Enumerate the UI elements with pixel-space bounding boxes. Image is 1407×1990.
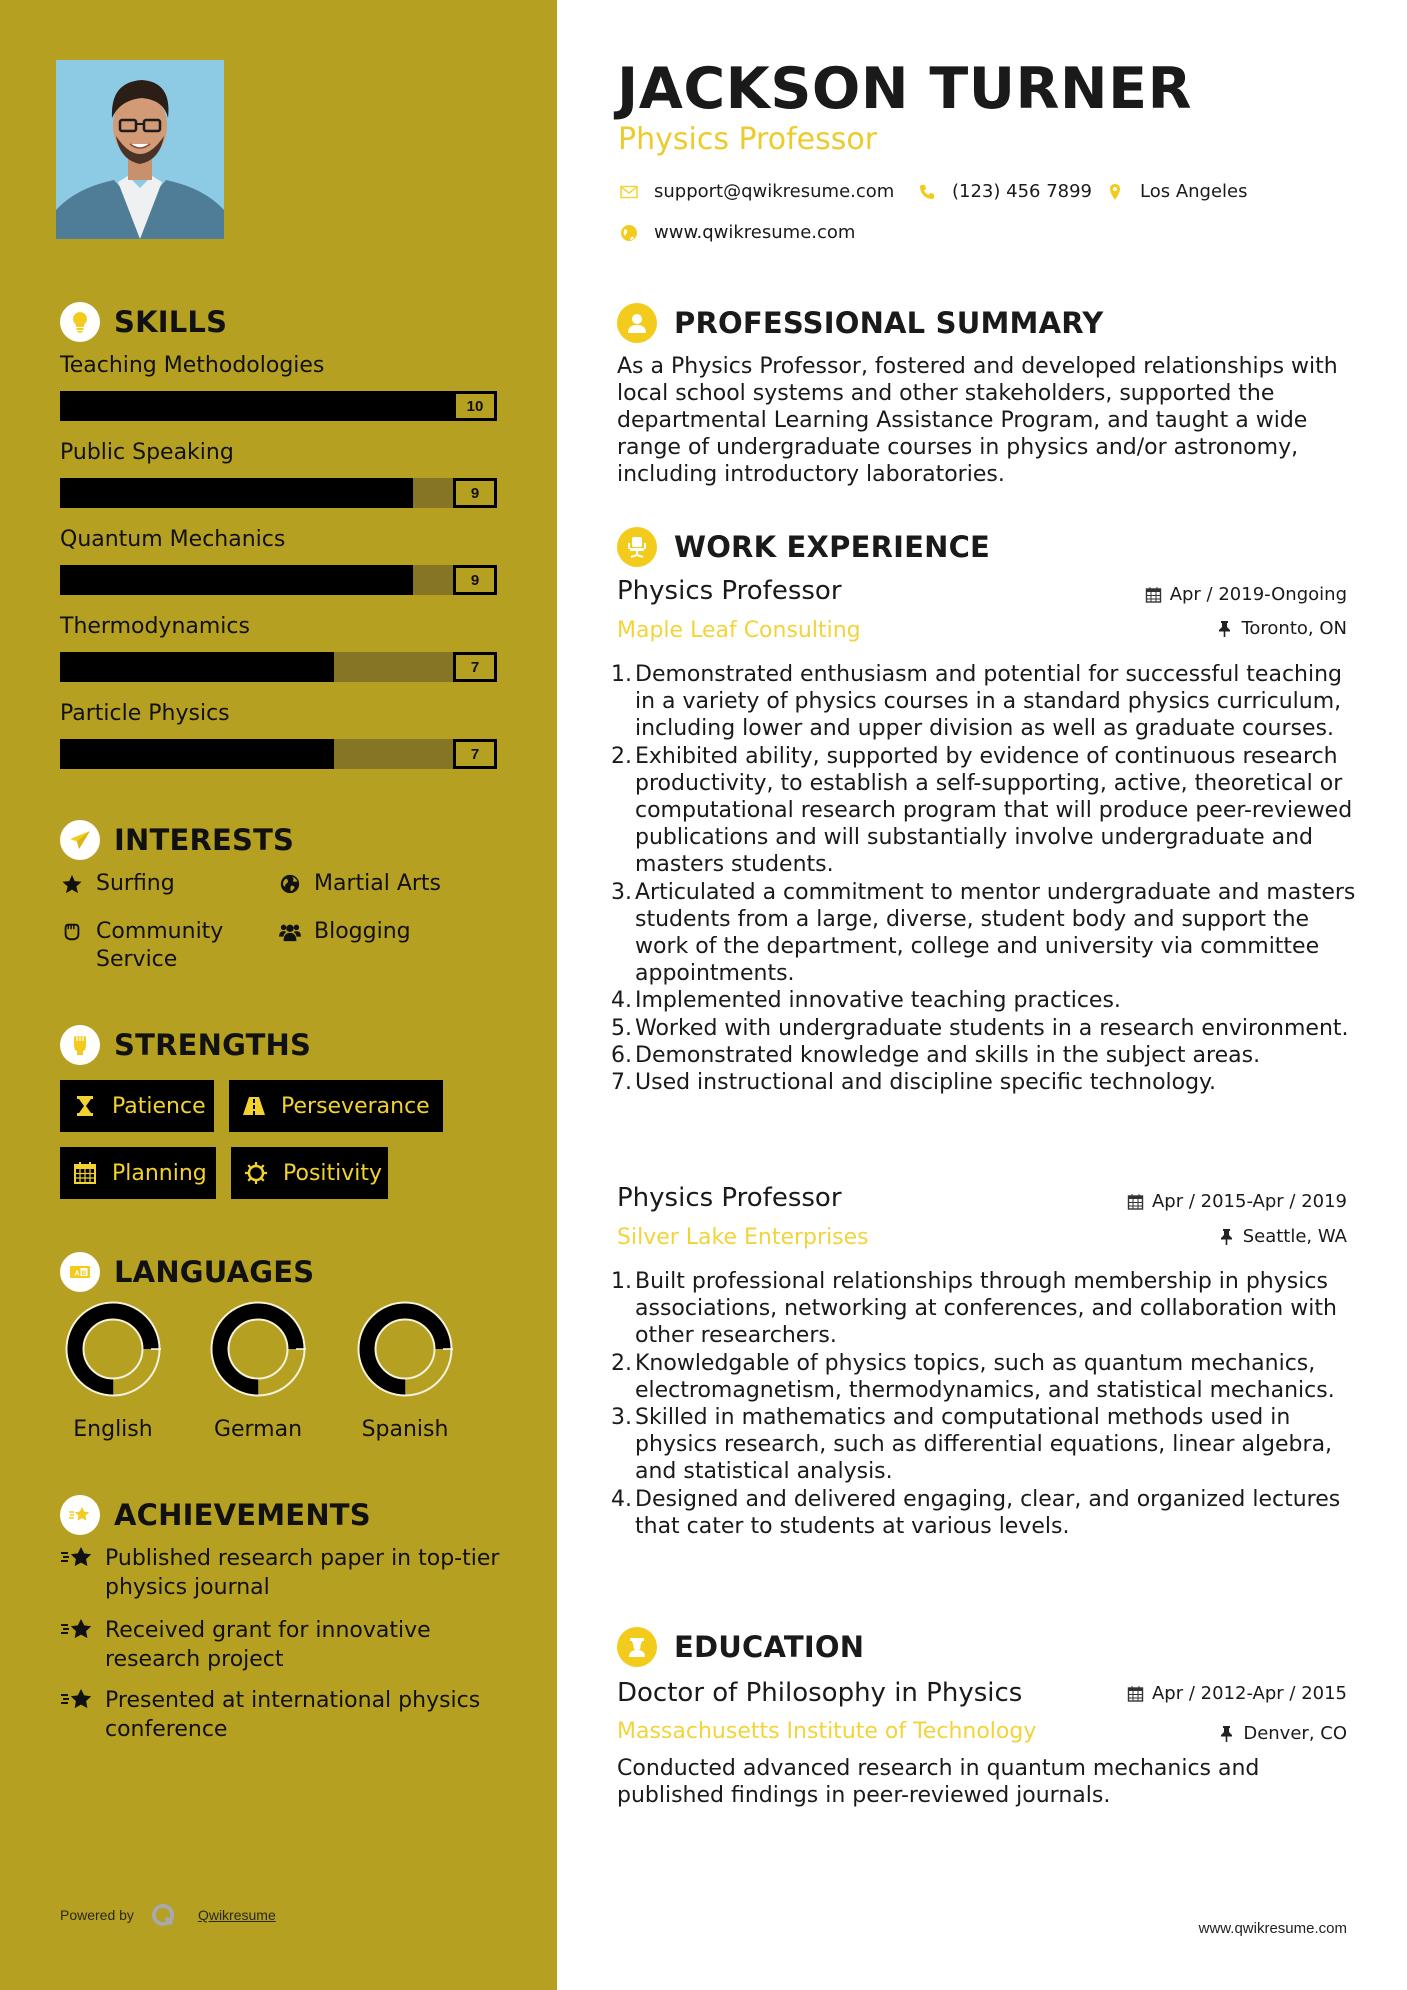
languages-section-heading: [60, 1252, 314, 1292]
shooting-star-icon: [60, 1616, 94, 1644]
language-item: [345, 1301, 465, 1442]
interests-heading: INTERESTS: [114, 823, 295, 857]
user-icon: [617, 303, 657, 343]
svg-text:B: B: [81, 1270, 87, 1277]
pushpin-icon: [1218, 1228, 1235, 1245]
globe-icon: [278, 870, 302, 898]
profile-photo: [56, 60, 224, 239]
skill-bar: [60, 478, 497, 508]
strength-badge: [231, 1147, 388, 1199]
users-icon: [278, 918, 302, 946]
job-bullet: 7. Used instructional and discipline specific technology.: [611, 1070, 1216, 1096]
job-bullet: 2. Knowledgable of physics topics, such as quantum mechanics, electromagnetism, thermodynamics, and statistical mechanics.: [611, 1350, 1335, 1403]
interest-label: Martial Arts: [314, 871, 442, 896]
skill-bar-fill: [60, 652, 334, 682]
language-donut: [357, 1301, 453, 1397]
education-location: [1218, 1723, 1347, 1744]
location-text: Los Angeles: [1140, 181, 1248, 202]
experience-heading: WORK EXPERIENCE: [674, 530, 991, 564]
strength-badge: [60, 1147, 216, 1199]
contact-phone[interactable]: [918, 181, 1092, 202]
job-company: Silver Lake Enterprises: [617, 1225, 869, 1250]
skill-value: 7: [453, 652, 497, 682]
candidate-title: Physics Professor: [618, 122, 878, 157]
calendar-icon: [72, 1160, 98, 1186]
skill-label: Public Speaking: [60, 440, 234, 465]
job-bullet: 3. Skilled in mathematics and computational methods used in physics research, such as differential equations, linear algebra, and statistical analysis.: [611, 1405, 1333, 1485]
envelope-icon: [620, 183, 638, 201]
job-bullet: 6. Demonstrated knowledge and skills in the subject areas.: [611, 1042, 1261, 1068]
sun-icon: [243, 1160, 269, 1186]
job-bullet: 4. Designed and delivered engaging, clear, and organized lectures that cater to students at various levels.: [611, 1486, 1341, 1539]
powered-by-label: Powered by: [60, 1907, 134, 1923]
education-heading: EDUCATION: [674, 1630, 865, 1664]
strengths-heading: STRENGTHS: [114, 1028, 312, 1062]
strength-badge: [229, 1080, 443, 1132]
calendar-icon: [1127, 1193, 1144, 1210]
job-role: Physics Professor: [617, 576, 842, 606]
job-bullet: 3. Articulated a commitment to mentor undergraduate and masters students from a large, diverse, student body and support the work of the department, college and university via committee appointments.: [611, 879, 1356, 987]
website-text: www.qwikresume.com: [654, 222, 856, 243]
globe-icon: [620, 224, 638, 242]
language-donut: [210, 1301, 306, 1397]
language-label: German: [213, 1417, 303, 1442]
achievement-text: Published research paper in top-tier physics journal: [105, 1546, 500, 1600]
skill-bar: [60, 565, 497, 595]
contact-location: [1106, 181, 1248, 202]
languages-heading: LANGUAGES: [114, 1255, 315, 1289]
job-location: [1218, 1226, 1347, 1247]
job-bullets: [611, 1268, 1357, 1540]
candidate-name: JACKSON TURNER: [617, 56, 1192, 122]
strength-label: Patience: [112, 1093, 206, 1119]
skills-heading: SKILLS: [114, 305, 228, 339]
language-icon: [60, 1252, 100, 1292]
summary-text: As a Physics Professor, fostered and developed relationships with local school systems and other stakeholders, supported the departmental Learning Assistance Program, and taught a wide range of undergraduate courses in physics and/or astronomy, including introductory laboratories.: [617, 354, 1338, 487]
qwikresume-link[interactable]: Qwikresume: [197, 1907, 276, 1923]
job-role: Physics Professor: [617, 1183, 842, 1213]
education-dates: [1127, 1683, 1347, 1704]
sidebar: [0, 0, 557, 1990]
phone-text: (123) 456 7899: [952, 181, 1093, 202]
qwikresume-logo-icon: [150, 1902, 176, 1928]
interest-label: Blogging: [314, 919, 411, 944]
shooting-star-icon: [60, 1544, 94, 1572]
interest-item: [60, 918, 223, 974]
star-icon: [60, 870, 84, 898]
fist-icon: [60, 918, 84, 946]
powered-by: [60, 1902, 276, 1928]
footer-website[interactable]: www.qwikresume.com: [1198, 1920, 1347, 1937]
skill-bar-fill: [60, 478, 413, 508]
interest-item: [60, 870, 175, 898]
education-location-text: Denver, CO: [1243, 1723, 1347, 1744]
contact-website[interactable]: [620, 222, 855, 243]
svg-text:A: A: [74, 1270, 80, 1278]
job-bullet: 4. Implemented innovative teaching practices.: [611, 988, 1121, 1014]
calendar-icon: [1127, 1685, 1144, 1702]
interest-label: Surfing: [96, 871, 175, 896]
job-company: Maple Leaf Consulting: [617, 618, 861, 643]
job-bullet: 5. Worked with undergraduate students in a research environment.: [611, 1015, 1349, 1041]
skills-section-heading: [60, 302, 227, 342]
graduate-icon: [617, 1627, 657, 1667]
skill-bar-fill: [60, 565, 413, 595]
skill-value: 7: [453, 739, 497, 769]
skill-label: Quantum Mechanics: [60, 527, 286, 552]
skill-bar-fill: [60, 739, 334, 769]
skill-label: Thermodynamics: [60, 614, 250, 639]
job-dates-text: Apr / 2015-Apr / 2019: [1151, 1191, 1347, 1212]
achievement-item: [60, 1616, 500, 1674]
education-description: Conducted advanced research in quantum mechanics and published findings in peer-reviewed journals.: [617, 1756, 1260, 1808]
map-pin-icon: [1106, 183, 1124, 201]
achievement-text: Presented at international physics conference: [105, 1688, 481, 1742]
job-bullets: [611, 661, 1357, 1096]
strength-label: Perseverance: [281, 1093, 430, 1119]
skill-bar: [60, 739, 497, 769]
pushpin-icon: [1218, 1725, 1235, 1742]
skill-value: 9: [453, 565, 497, 595]
job-location: [1216, 618, 1347, 639]
summary-section-heading: [617, 303, 1103, 343]
fist-icon: [60, 1025, 100, 1065]
skill-bar: [60, 652, 497, 682]
pushpin-icon: [1216, 620, 1233, 637]
shooting-star-icon: [60, 1495, 100, 1535]
interest-label: Community Service: [96, 919, 224, 972]
achievement-item: [60, 1686, 500, 1744]
language-label: Spanish: [361, 1417, 449, 1442]
skill-value: 9: [453, 478, 497, 508]
achievements-section-heading: [60, 1495, 371, 1535]
person-portrait-icon: [56, 60, 224, 239]
achievements-heading: ACHIEVEMENTS: [114, 1498, 371, 1532]
interests-section-heading: [60, 820, 294, 860]
education-dates-text: Apr / 2012-Apr / 2015: [1151, 1683, 1347, 1704]
job-location-text: Toronto, ON: [1241, 618, 1347, 639]
achievement-item: [60, 1544, 500, 1602]
experience-section-heading: [617, 527, 990, 567]
language-item: [53, 1301, 173, 1442]
job-dates-text: Apr / 2019-Ongoing: [1169, 584, 1347, 605]
paper-plane-icon: [60, 820, 100, 860]
school-name: Massachusetts Institute of Technology: [617, 1719, 1037, 1744]
interest-item: [278, 870, 441, 898]
shooting-star-icon: [60, 1686, 94, 1714]
job-location-text: Seattle, WA: [1242, 1226, 1347, 1247]
degree-title: Doctor of Philosophy in Physics: [617, 1678, 1023, 1708]
skill-value: 10: [453, 391, 497, 421]
skill-label: Particle Physics: [60, 701, 230, 726]
language-label: English: [73, 1417, 153, 1442]
job-bullet: 1. Built professional relationships through membership in physics associations, networking at conferences, and collaboration with other researchers.: [611, 1269, 1337, 1349]
strength-badge: [60, 1080, 214, 1132]
strength-label: Positivity: [283, 1160, 383, 1186]
skill-bar: [60, 391, 497, 421]
achievement-text: Received grant for innovative research project: [105, 1618, 431, 1672]
strengths-section-heading: [60, 1025, 311, 1065]
skill-label: Teaching Methodologies: [60, 353, 325, 378]
skill-bar-fill: [60, 391, 453, 421]
summary-heading: PROFESSIONAL SUMMARY: [674, 306, 1104, 340]
road-icon: [241, 1093, 267, 1119]
strength-label: Planning: [112, 1160, 207, 1186]
office-chair-icon: [617, 527, 657, 567]
phone-icon: [918, 183, 936, 201]
hourglass-icon: [72, 1093, 98, 1119]
language-donut: [65, 1301, 161, 1397]
calendar-icon: [1145, 586, 1162, 603]
language-item: [198, 1301, 318, 1442]
job-dates: [1127, 1191, 1347, 1212]
job-bullet: 1. Demonstrated enthusiasm and potential for successful teaching in a variety of physics courses in a standard physics curriculum, including lower and upper division as well as graduate courses.: [611, 662, 1343, 742]
job-bullet: 2. Exhibited ability, supported by evidence of continuous research productivity, to establish a self-supporting, active, theoretical or computational research program that will produce peer-reviewed publications and will substantially involve undergraduate and masters students.: [611, 743, 1353, 878]
interest-item: [278, 918, 411, 946]
education-section-heading: [617, 1627, 864, 1667]
contact-email[interactable]: [620, 181, 894, 202]
job-dates: [1145, 584, 1347, 605]
lightbulb-icon: [60, 302, 100, 342]
email-text: support@qwikresume.com: [654, 181, 895, 202]
